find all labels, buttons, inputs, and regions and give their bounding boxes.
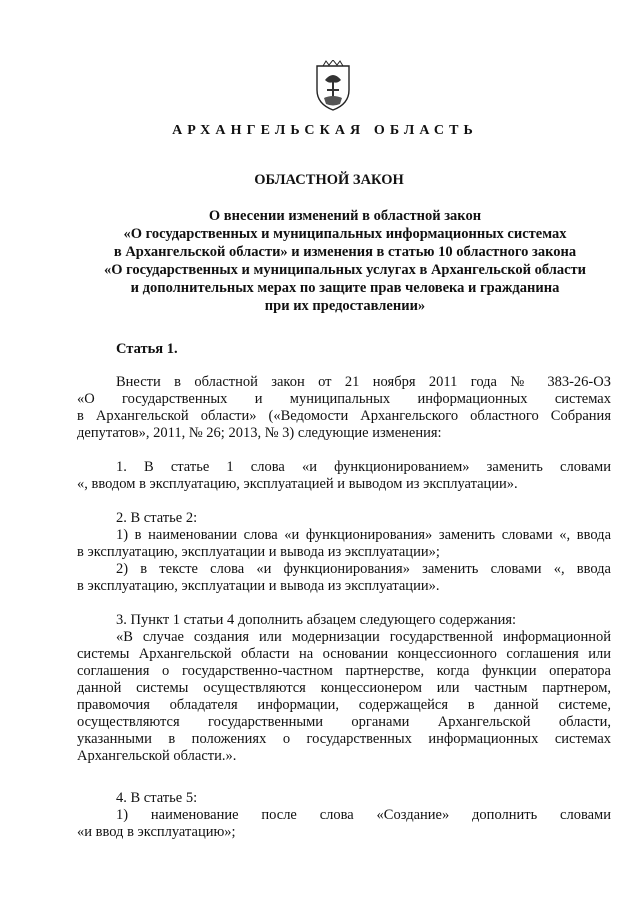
body-line: указанными в положениях о государственных информационных системах	[77, 731, 611, 747]
body-line: данной системы осуществляются концессионером или частным партнером,	[77, 680, 611, 696]
body-line: Архангельской области.».	[77, 748, 237, 764]
law-title-line: О внесении изменений в областной закон	[208, 208, 482, 224]
law-title-line: при их предоставлении»	[264, 298, 426, 314]
body-line: осуществляются государственными органами Архангельской области,	[77, 714, 611, 730]
body-line: в эксплуатацию, эксплуатации и вывода из эксплуатации»;	[77, 544, 440, 560]
body-line: депутатов», 2011, № 26; 2013, № 3) следующие изменения:	[77, 425, 442, 441]
body-line: 3. Пункт 1 статьи 4 дополнить абзацем следующего содержания:	[116, 612, 517, 628]
body-line: 1) в наименовании слова «и функционирования» заменить словами «, ввода	[116, 527, 611, 543]
law-title	[75, 207, 615, 315]
body-line: соглашения о государственно-частном партнерстве, когда функции оператора	[77, 663, 611, 679]
body-line: 4. В статье 5:	[116, 790, 198, 806]
body-line: системы Архангельской области на основании концессионного соглашения или	[77, 646, 611, 662]
body-line: 2) в тексте слова «и функционирования» заменить словами «, ввода	[116, 561, 611, 577]
law-type-heading: ОБЛАСТНОЙ ЗАКОН	[254, 172, 404, 188]
coat-of-arms-icon	[313, 60, 353, 112]
article-heading: Статья 1.	[116, 341, 178, 357]
body-line: в Архангельской области» («Ведомости Архангельского областного Собрания	[77, 408, 611, 424]
law-title-line: и дополнительных мерах по защите прав человека и гражданина	[130, 280, 560, 296]
law-title-line: «О государственных и муниципальных услугах в Архангельской области	[103, 262, 587, 278]
body-line: правомочия обладателя информации, содержащейся в данной системе,	[77, 697, 611, 713]
body-line: «и ввод в эксплуатацию»;	[77, 824, 236, 840]
body-line: 1. В статье 1 слова «и функционированием» заменить словами	[116, 459, 611, 475]
body-line: в эксплуатацию, эксплуатации и вывода из эксплуатации».	[77, 578, 440, 594]
body-line: 2. В статье 2:	[116, 510, 198, 526]
law-title-line: в Архангельской области» и изменения в статью 10 областного закона	[113, 244, 577, 260]
region-name: АРХАНГЕЛЬСКАЯ ОБЛАСТЬ	[172, 123, 478, 138]
body-line: «, вводом в эксплуатацию, эксплуатацией и выводом из эксплуатации».	[77, 476, 518, 492]
body-line: «О государственных и муниципальных информационных системах	[77, 391, 611, 407]
body-line: Внести в областной закон от 21 ноября 2011 года № 383-26-ОЗ	[116, 374, 611, 390]
body-line: 1) наименование после слова «Создание» дополнить словами	[116, 807, 611, 823]
body-line: «В случае создания или модернизации государственной информационной	[116, 629, 611, 645]
law-title-line: «О государственных и муниципальных информационных системах	[123, 226, 567, 242]
